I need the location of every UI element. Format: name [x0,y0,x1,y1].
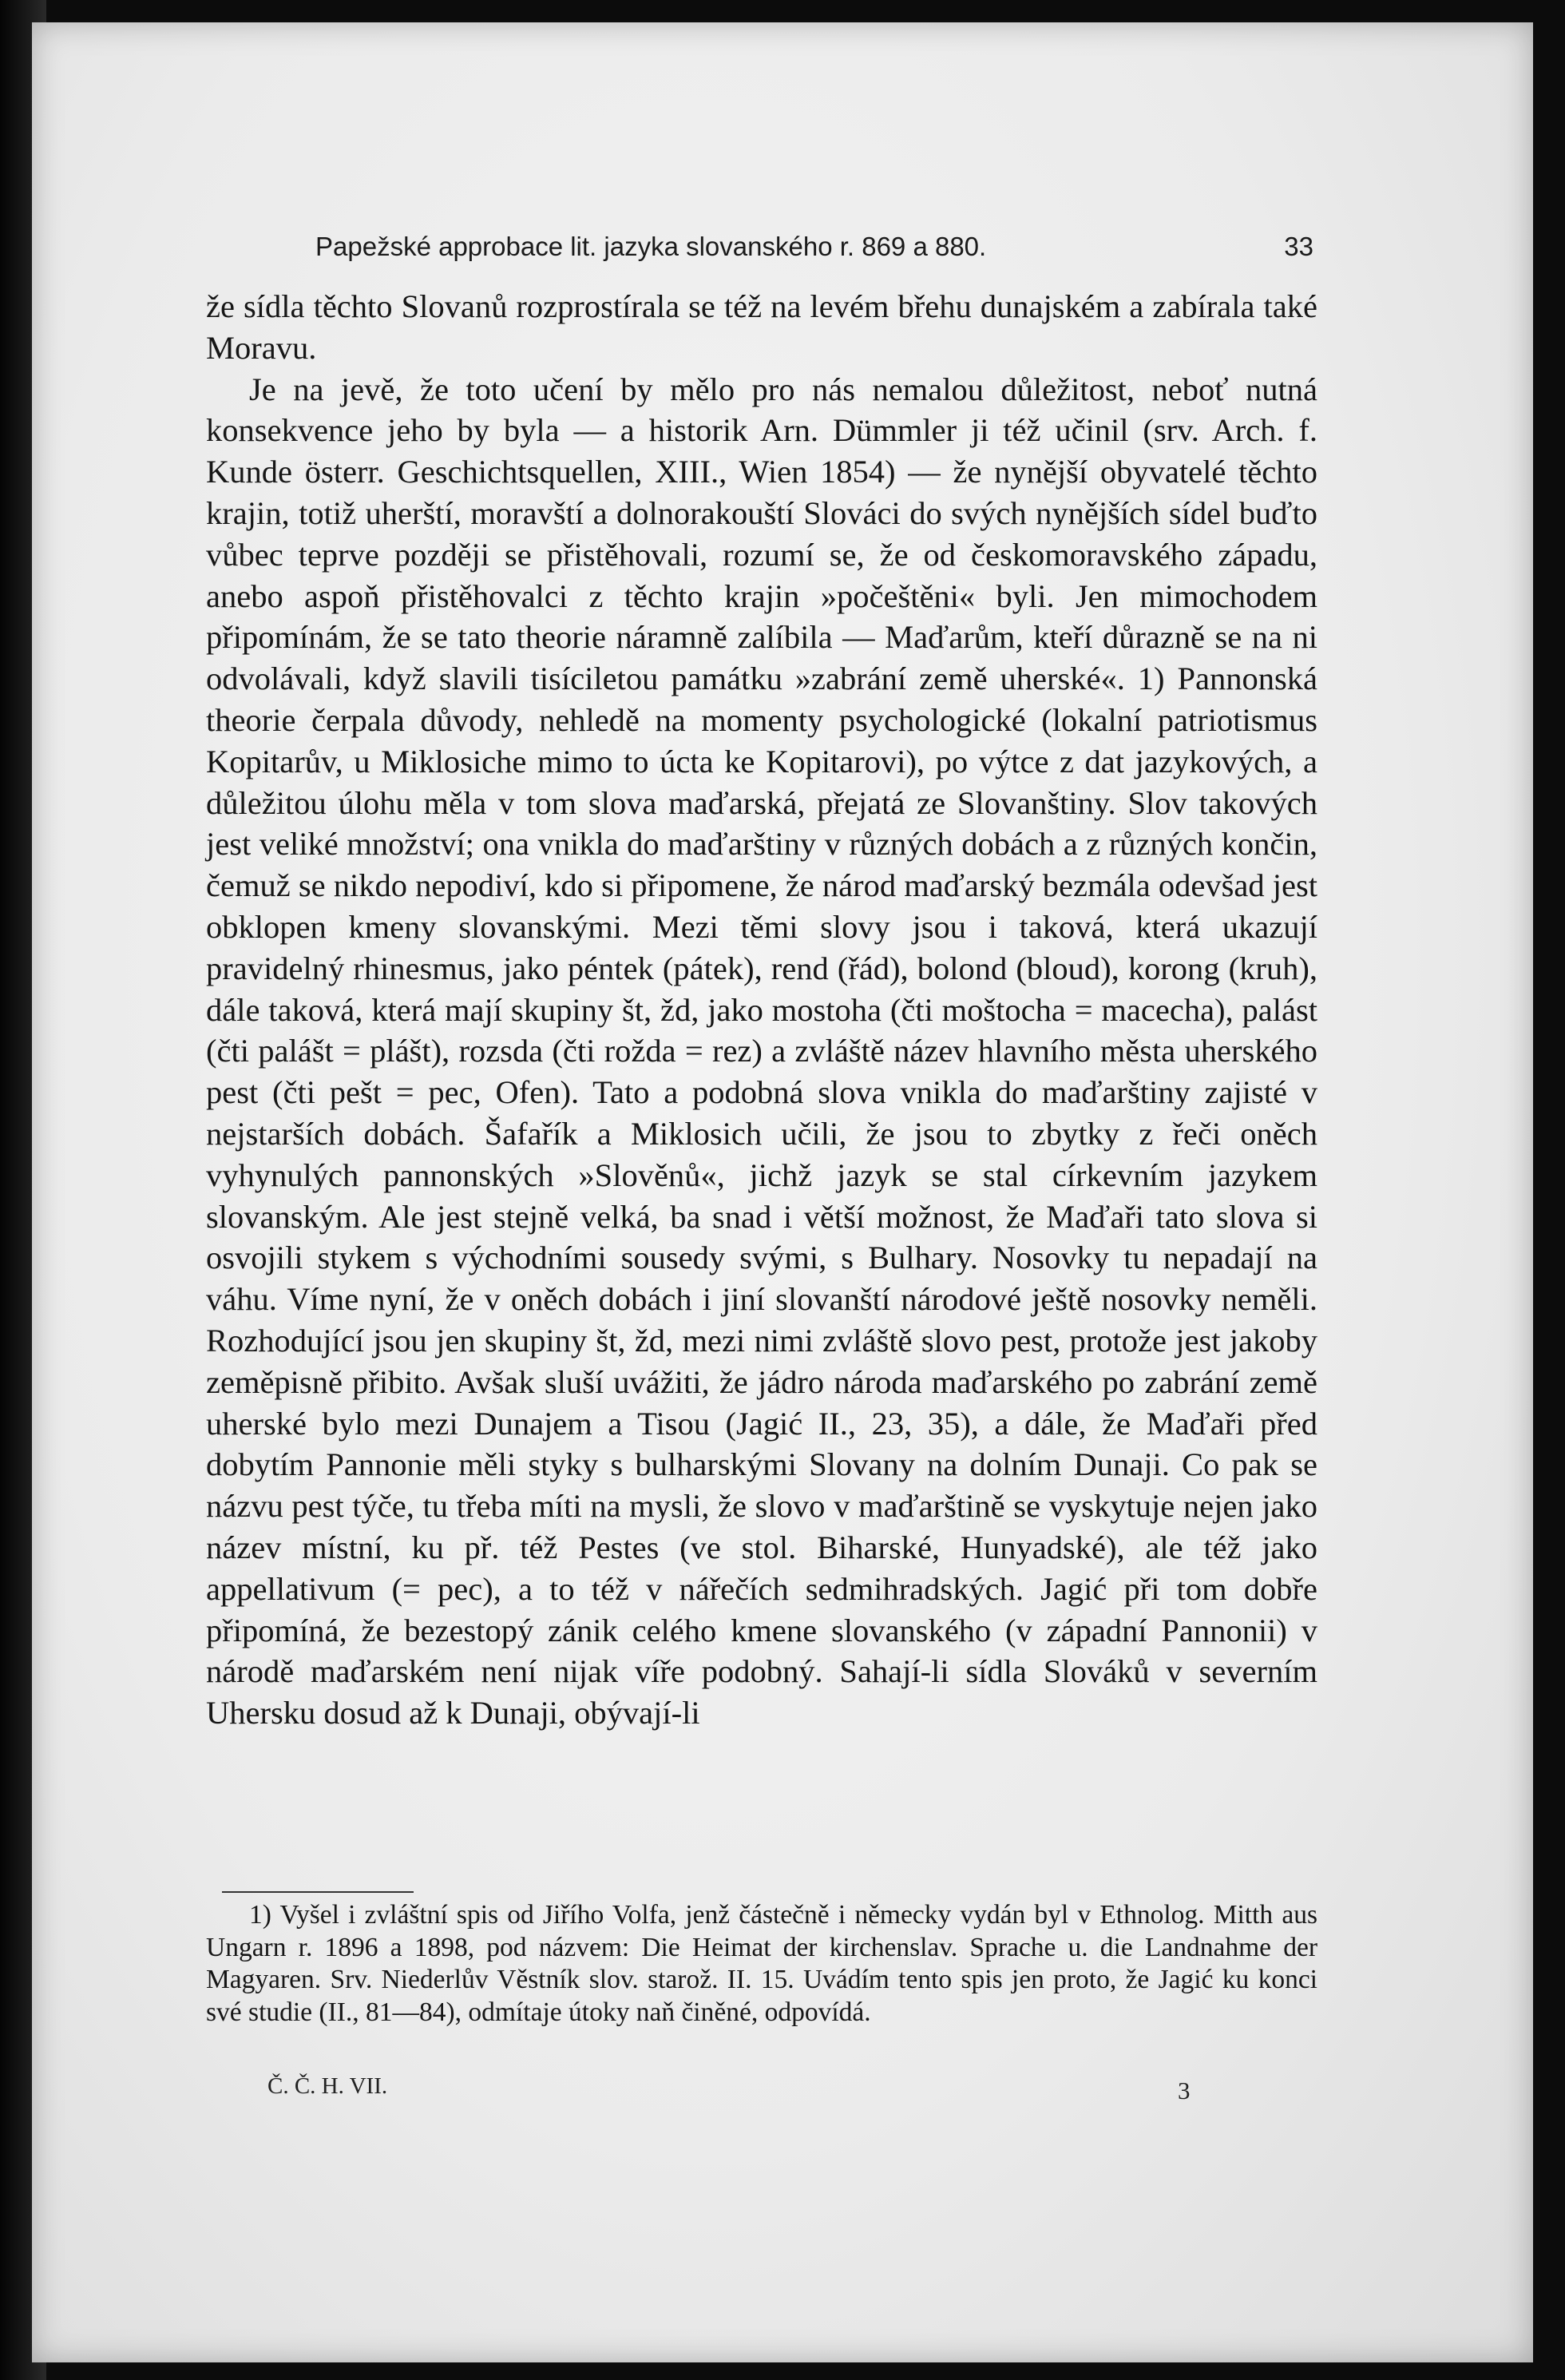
footnote: 1) Vyšel i zvláštní spis od Jiřího Volfa, jenž částečně i německy vydán byl v Ethnolog. Mitth aus Ungarn r. 1896 a 1898, pod názvem: Die Heimat der kirchenslav. Sprache u. die Landnahme der Magyaren. Srv. Niederlův Věstník slov. starož. II. 15. Uvádím tento spis jen proto, že Jagić ku konci své studie (II., 81—84), odmítaje útoky naň činěné, odpovídá. [206,1900,1317,2027]
paragraph: Je na jevě, že toto učení by mělo pro nás nemalou důležitost, neboť nutná konsekvence jeho by byla — a historik Arn. Dümmler ji též učinil (srv. Arch. f. Kunde österr. Geschichtsquellen, XIII., Wien 1854) — že nynější obyvatelé těchto krajin, totiž uherští, moravští a dolnorakouští Slováci do svých nynějších sídel buďto vůbec teprve později se přistěhovali, rozumí se, že od českomoravského západu, anebo aspoň přistěhovalci z těchto krajin »počeštěni« byli. Jen mimochodem připomínám, že se tato theorie náramně zalíbila — Maďarům, kteří důrazně se na ni odvolávali, když slavili tisíciletou památku »zabrání země uherské«. 1) Pannonská theorie čerpala důvody, nehledě na momenty psychologické (lokalní patriotismus Kopitarův, u Miklosiche mimo to úcta ke Kopitarovi), po výtce z dat jazykových, a důležitou úlohu měla v tom slova maďarská, přejatá ze Slovanštiny. Slov takových jest veliké množství; ona vnikla do maďarštiny v různých dobách a z různých končin, čemuž se nikdo nepodiví, kdo si připomene, že národ maďarský bezmála odevšad jest obklopen kmeny slovanskými. Mezi těmi slovy jsou i taková, která ukazují pravidelný rhinesmus, jako péntek (pátek), rend (řád), bolond (bloud), korong (kruh), dále taková, která mají skupiny št, žd, jako mostoha (čti moštocha = macecha), palást (čti palášt = plášt), rozsda (čti rožda = rez) a zvláště název hlavního města uherského pest (čti pešt = pec, Ofen). Tato a podobná slova vnikla do maďarštiny zajisté v nejstarších dobách. Šafařík a Miklosich učili, že jsou to zbytky z řeči oněch vyhynulých pannonských »Slověnů«, jichž jazyk se stal církevním jazykem slovanským. Ale jest stejně velká, ba snad i větší možnost, že Maďaři tato slova si osvojili stykem s východními sousedy svými, s Bulhary. Nosovky tu nepadají na váhu. Víme nyní, že v oněch dobách i jiní slovanští národové ještě nosovky neměli. Rozhodující jsou jen skupiny št, žd, mezi nimi zvláště slovo pest, protože jest jakoby zeměpisně přibito. Avšak sluší uvážiti, že jádro národa maďarského po zabrání země uherské bylo mezi Dunajem a Tisou (Jagić II., 23, 35), a dále, že Maďaři před dobytím Pannonie měli styky s bulharskými Slovany na dolním Dunaji. Co pak se názvu pest týče, tu třeba míti na mysli, že slovo v maďarštině se vyskytuje nejen jako název místní, ku př. též Pestes (ve stol. Biharské, Hunyadské), ale též jako appellativum (= pec), a to též v nářečích sedmihradských. Jagić při tom dobře připomíná, že bezestopý zánik celého kmene slovanského (v západní Pannonii) v národě maďarském není nijak víře podobný. Sahají-li sídla Slováků v severním Uhersku dosud až k Dunaji, obývají-li [206,371,1317,1731]
paragraph: že sídla těchto Slovanů rozprostírala se též na levém břehu dunajském a zabírala také Moravu. [206,288,1317,366]
running-head [315,232,1313,272]
signature-mark: Č. Č. H. VII. [267,2073,388,2099]
sheet-number: 3 [1178,2077,1191,2104]
page-number: 33 [1284,232,1313,261]
footnote-divider [222,1891,414,1893]
body-text [206,286,1317,1734]
running-title: Papežské approbace lit. jazyka slovanského r. 869 a 880. [315,232,987,261]
